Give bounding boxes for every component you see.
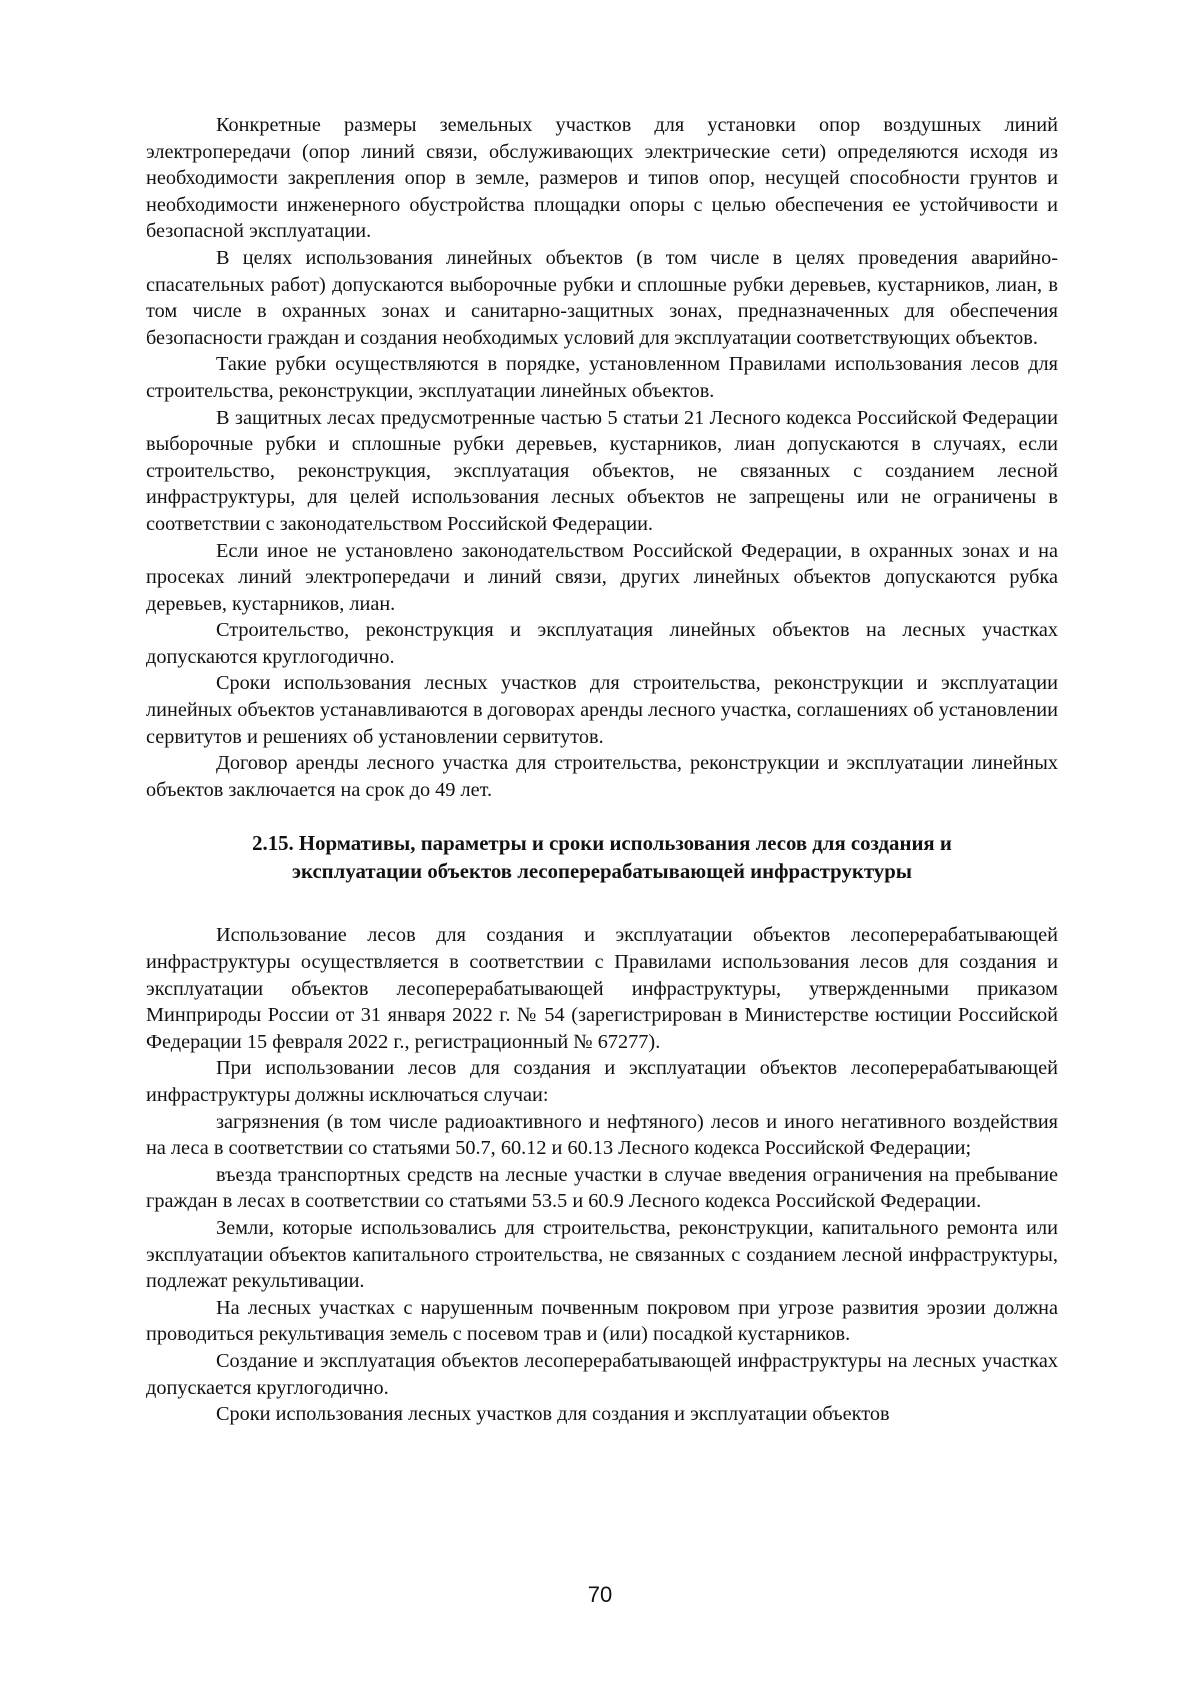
page-number: 70 xyxy=(587,1582,613,1607)
paragraph: Договор аренды лесного участка для строительства, реконструкции и эксплуатации линейных объектов заключается на срок до 49 лет. xyxy=(146,752,1058,801)
paragraph: Земли, которые использовались для строительства, реконструкции, капитального ремонта или эксплуатации объектов капитального строительства, не связанных с созданием лесной инфраструктуры, подлежат рекультивации. xyxy=(146,1216,1058,1293)
paragraph: Такие рубки осуществляются в порядке, установленном Правилами использования лесов для строительства, реконструкции, эксплуатации линейных объектов. xyxy=(146,353,1058,402)
paragraph: Использование лесов для создания и эксплуатации объектов лесоперерабатывающей инфраструктуры осуществляется в соответствии с Правилами использования лесов для создания и эксплуатации объектов лесоперерабатывающей инфраструктуры, утвержденными приказом Минприроды России от 31 января 2022 г. № 54 (зарегистрирован в Министерстве юстиции Российской Федерации 15 февраля 2022 г., регистрационный № 67277). xyxy=(146,924,1058,1053)
paragraph: В целях использования линейных объектов (в том числе в целях проведения аварийно-спасательных работ) допускаются выборочные рубки и сплошные рубки деревьев, кустарников, лиан, в том числе в охранных зонах и санитарно-защитных зонах, предназначенных для обеспечения безопасности граждан и создания необходимых условий для эксплуатации соответствующих объектов. xyxy=(146,246,1058,349)
paragraph: В защитных лесах предусмотренные частью 5 статьи 21 Лесного кодекса Российской Федерации выборочные рубки и сплошные рубки деревьев, кустарников, лиан допускаются в случаях, если строительство, реконструкция, эксплуатация объектов, не связанных с созданием лесной инфраструктуры, для целей использования лесных объектов не запрещены или не ограничены в соответствии с законодательством Российской Федерации. xyxy=(146,406,1058,535)
paragraph: въезда транспортных средств на лесные участки в случае введения ограничения на пребывание граждан в лесах в соответствии со статьями 53.5 и 60.9 Лесного кодекса Российской Федерации. xyxy=(146,1163,1058,1213)
document-body xyxy=(146,112,1058,1428)
paragraph: При использовании лесов для создания и эксплуатации объектов лесоперерабатывающей инфраструктуры должны исключаться случаи: xyxy=(146,1057,1058,1106)
paragraph: Конкретные размеры земельных участков для установки опор воздушных линий электропередачи (опор линий связи, обслуживающих электрические сети) определяются исходя из необходимости закрепления опор в земле, размеров и типов опор, несущей способности грунтов и необходимости инженерного обустройства площадки опоры с целью обеспечения ее устойчивости и безопасной эксплуатации. xyxy=(146,114,1058,243)
paragraph: Сроки использования лесных участков для создания и эксплуатации объектов xyxy=(216,1403,890,1426)
paragraph: Если иное не установлено законодательством Российской Федерации, в охранных зонах и на просеках линий электропередачи и линий связи, других линейных объектов допускаются рубка деревьев, кустарников, лиан. xyxy=(146,539,1058,615)
paragraph: На лесных участках с нарушенным почвенным покровом при угрозе развития эрозии должна проводиться рекультивация земель с посевом трав и (или) посадкой кустарников. xyxy=(146,1296,1058,1346)
paragraph: загрязнения (в том числе радиоактивного и нефтяного) лесов и иного негативного воздействия на леса в соответствии со статьями 50.7, 60.12 и 60.13 Лесного кодекса Российской Федерации; xyxy=(146,1110,1058,1160)
paragraph: Сроки использования лесных участков для строительства, реконструкции и эксплуатации линейных объектов устанавливаются в договорах аренды лесного участка, соглашениях об установлении сервитутов и решениях об установлении сервитутов. xyxy=(146,672,1058,748)
section-heading: 2.15. Нормативы, параметры и сроки использования лесов для создания и эксплуатации объектов лесоперерабатывающей инфраструктуры xyxy=(252,832,952,883)
paragraph: Строительство, реконструкция и эксплуатация линейных объектов на лесных участках допускаются круглогодично. xyxy=(146,619,1058,668)
paragraph: Создание и эксплуатация объектов лесоперерабатывающей инфраструктуры на лесных участках допускается круглогодично. xyxy=(146,1349,1058,1399)
